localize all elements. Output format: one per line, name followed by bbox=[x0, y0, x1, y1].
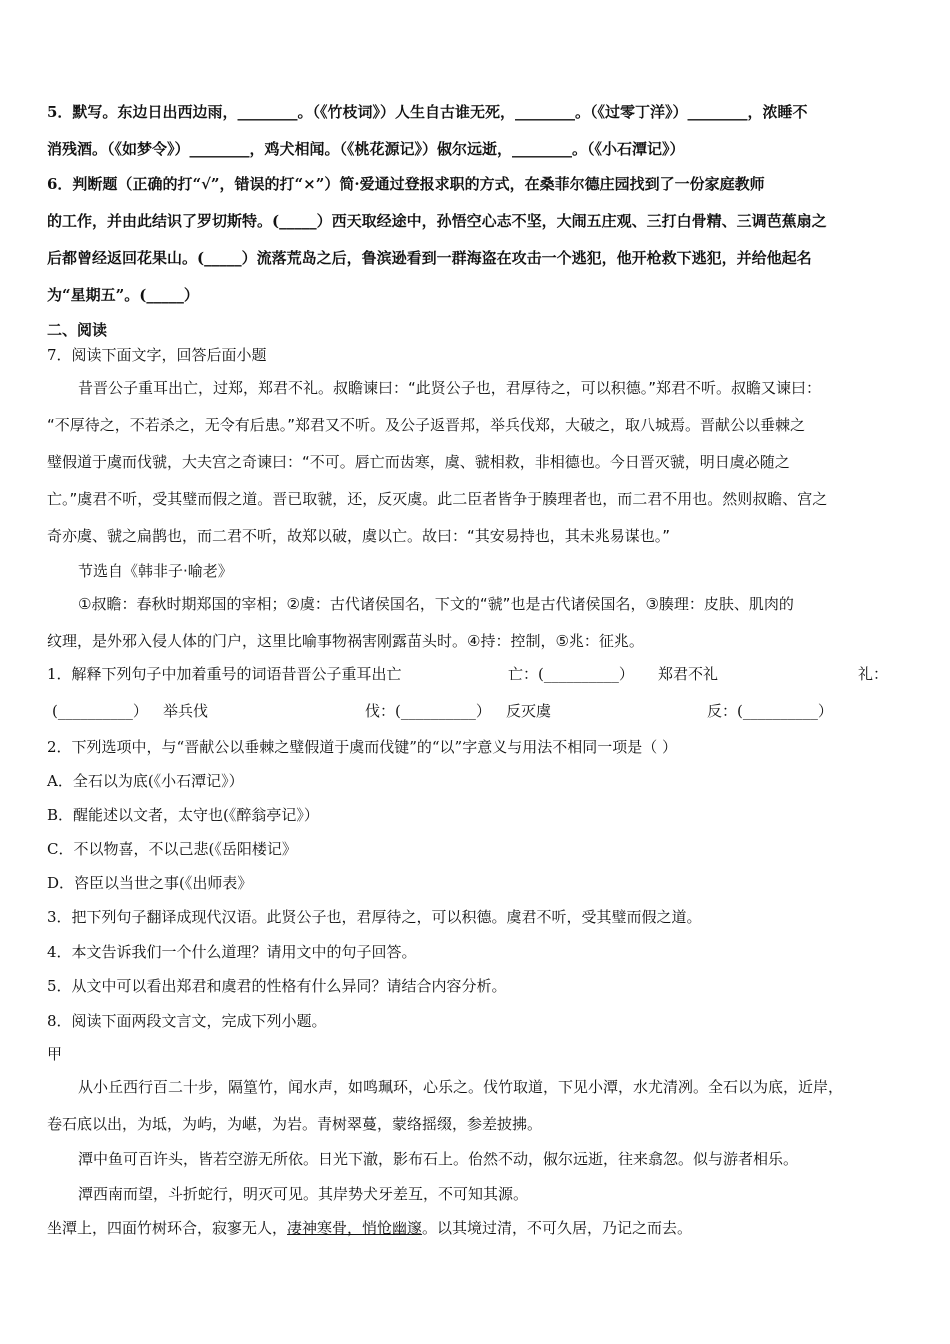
q7-sub1-answer-fan: 反：(__________） bbox=[707, 702, 833, 720]
q7-sub3: 3．把下列句子翻译成现代汉语。此贤公子也，君厚待之，可以积德。虞君不听，受其璧而假之道。 bbox=[47, 908, 702, 926]
q7-sub1-answer-li-blank: (__________） bbox=[52, 702, 148, 720]
q7-sub2-stem: 2．下列选项中，与“晋献公以垂棘之璧假道于虞而伐键”的“以”字意义与用法不相同一项是（ ） bbox=[47, 738, 677, 756]
q7-passage-line-5: 奇亦虞、虢之扁鹊也，而二君不听，故郑以破，虞以亡。故曰：“其安易持也，其未兆易谋也。” bbox=[47, 527, 671, 545]
q7-sub1-answer-wang: 亡：(__________） bbox=[508, 665, 634, 683]
q5-line-2: 消残酒。（《如梦令》）________，鸡犬相闻。（《桃花源记》）俶尔远逝，________。（《小石潭记》） bbox=[47, 140, 685, 158]
q8-passage-p4 bbox=[47, 1218, 692, 1238]
q8-passage-p4-post: 。以其境过清，不可久居，乃记之而去。 bbox=[422, 1219, 693, 1237]
q7-sub1-sentence-li: 郑君不礼 bbox=[658, 665, 719, 683]
q7-passage-line-1: 昔晋公子重耳出亡，过郑，郑君不礼。叔瞻谏曰：“此贤公子也，君厚待之，可以积德。”郑君不听。叔瞻又谏曰： bbox=[78, 379, 822, 397]
q8-intro: 8．阅读下面两段文言文，完成下列小题。 bbox=[47, 1012, 327, 1030]
q6-line-2: 的工作，并由此结识了罗切斯特。(_____）西天取经途中，孙悟空心志不坚，大闹五庄观、三打白骨精、三调芭蕉扇之 bbox=[47, 212, 827, 230]
q7-sub5: 5．从文中可以看出郑君和虞君的性格有什么异同？请结合内容分析。 bbox=[47, 977, 507, 995]
q7-passage-line-2: “不厚待之，不若杀之，无令有后患。”郑君又不听。及公子返晋邦，举兵伐郑，大破之，取八城焉。晋献公以垂棘之 bbox=[47, 416, 806, 434]
q7-sub4: 4．本文告诉我们一个什么道理？请用文中的句子回答。 bbox=[47, 943, 417, 961]
q8-passage-p2: 潭中鱼可百许头，皆若空游无所依。日光下澈，影布石上。佁然不动，俶尔远逝，往来翕忽。似与游者相乐。 bbox=[78, 1150, 799, 1168]
q8-passage-p1-line-1: 从小丘西行百二十步，隔篁竹，闻水声，如鸣珮环，心乐之。伐竹取道，下见小潭，水尤清冽。全石以为底，近岸， bbox=[78, 1078, 844, 1096]
q5-line-1: 5．默写。东边日出西边雨，________。（《竹枝词》）人生自古谁无死，________。（《过零丁洋》）________，浓睡不 bbox=[47, 103, 808, 121]
q7-sub1-answer-li: 礼： bbox=[858, 665, 889, 683]
q8-passage-p4-underlined: 凄神寒骨，悄怆幽邃 bbox=[287, 1219, 423, 1237]
q8-passage-p1-line-2: 卷石底以出，为坻，为屿，为嵁，为岩。青树翠蔓，蒙络摇缀，参差披拂。 bbox=[47, 1115, 543, 1133]
section-title-reading: 二、阅读 bbox=[47, 321, 108, 339]
q7-source: 节选自《韩非子·喻老》 bbox=[78, 562, 233, 580]
q7-sub1-lead: 1．解释下列句子中加着重号的词语昔晋公子重耳出亡 bbox=[47, 665, 402, 683]
q7-notes-line-2: 纹理，是外邪入侵人体的门户，这里比喻事物祸害刚露苗头时。④持：控制，⑤兆：征兆。 bbox=[47, 632, 644, 650]
q7-sub1-sentence-fan: 反灭虞 bbox=[506, 702, 552, 720]
q7-sub1-sentence-fa: 举兵伐 bbox=[163, 702, 209, 720]
q8-part-jia: 甲 bbox=[47, 1045, 63, 1063]
q6-line-4: 为“星期五”。(_____） bbox=[47, 286, 199, 304]
q7-sub1-answer-fa: 伐：(__________） bbox=[365, 702, 491, 720]
q7-intro: 7．阅读下面文字，回答后面小题 bbox=[47, 346, 267, 364]
q7-sub2-option-d: D．咨臣以当世之事(《出师表》 bbox=[47, 874, 253, 892]
q7-passage-line-3: 璧假道于虞而伐虢，大夫宫之奇谏曰：“不可。唇亡而齿寒，虞、虢相救，非相德也。今日晋灭虢，明日虞必随之 bbox=[47, 453, 790, 471]
q7-notes-line-1: ①叔瞻：春秋时期郑国的宰相；②虞：古代诸侯国名，下文的“虢”也是古代诸侯国名，③腠理：皮肤、肌肉的 bbox=[78, 595, 794, 613]
q7-passage-line-4: 亡。”虞君不听，受其璧而假之道。晋已取虢，还，反灭虞。此二臣者皆争于腠理者也，而二君不用也。然则叔瞻、宫之 bbox=[47, 490, 828, 508]
q7-sub2-option-c: C．不以物喜，不以己悲(《岳阳楼记》 bbox=[47, 840, 297, 858]
q6-line-1: 6．判断题（正确的打“√”，错误的打“×”）简·爱通过登报求职的方式，在桑菲尔德庄园找到了一份家庭教师 bbox=[47, 175, 765, 193]
q6-line-3: 后都曾经返回花果山。(_____）流落荒岛之后，鲁滨逊看到一群海盗在攻击一个逃犯，他开枪救下逃犯，并给他起名 bbox=[47, 249, 812, 267]
q7-sub2-option-a: A．全石以为底(《小石潭记》） bbox=[47, 772, 244, 790]
q7-sub2-option-b: B．醒能述以文者，太守也(《醉翁亭记》） bbox=[47, 806, 319, 824]
q8-passage-p3: 潭西南而望，斗折蛇行，明灭可见。其岸势犬牙差互，不可知其源。 bbox=[78, 1185, 529, 1203]
q8-passage-p4-pre: 坐潭上，四面竹树环合，寂寥无人， bbox=[47, 1219, 288, 1237]
